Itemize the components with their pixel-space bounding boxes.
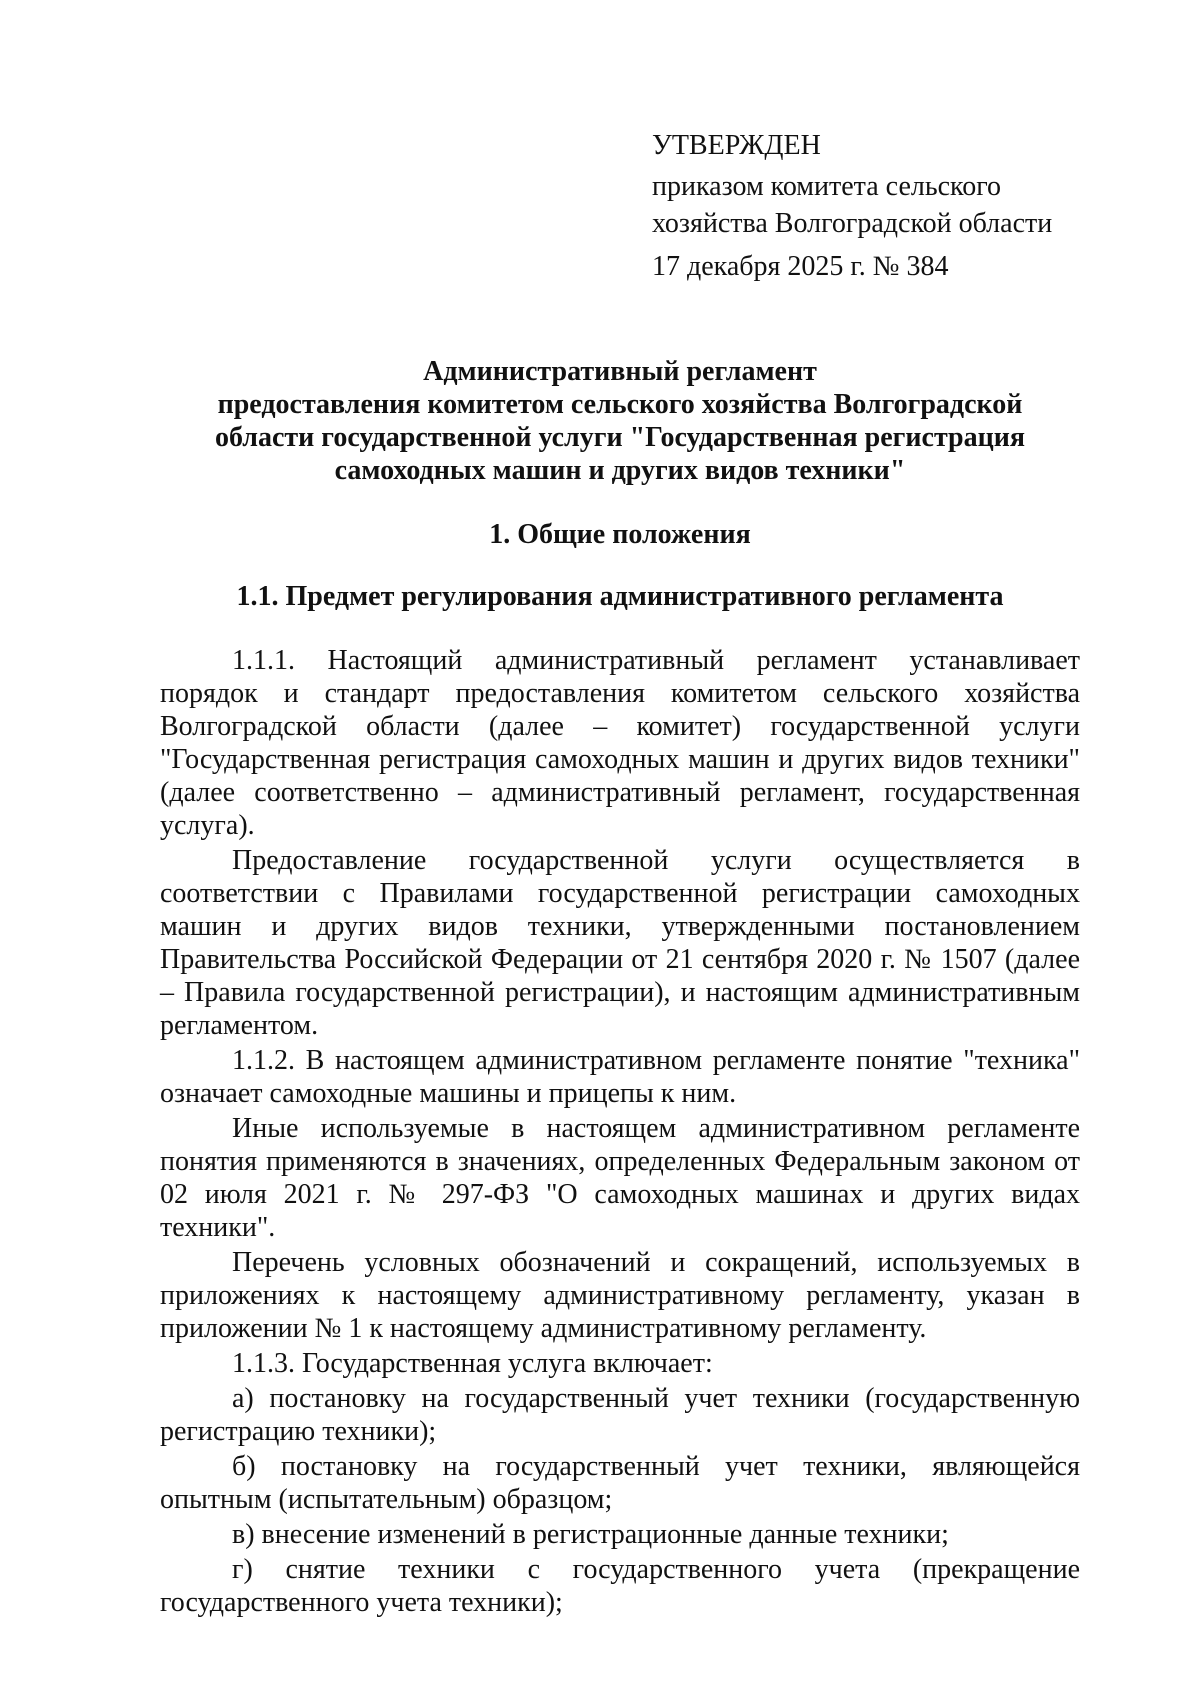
approval-committee-line: хозяйства Волгоградской области (652, 208, 1053, 239)
title-line: Административный регламент (423, 356, 817, 387)
document-title (160, 355, 1080, 487)
list-item: г) снятие техники с государственного учета (прекращение государственного учета техники); (160, 1554, 1080, 1618)
paragraph: 1.1.1. Настоящий административный регламент устанавливает порядок и стандарт предоставления комитетом сельского хозяйства Волгоградской области (далее – комитет) государственной услуги "Государственная регистрация самоходных машин и других видов техники" (далее соответственно – административный регламент, государственная услуга). (160, 645, 1080, 841)
approval-order-line: приказом комитета сельского (652, 171, 1002, 202)
title-line: предоставления комитетом сельского хозяйства Волгоградской (217, 389, 1023, 420)
subsection-heading: 1.1. Предмет регулирования административного регламента (236, 581, 1004, 612)
list-item: а) постановку на государственный учет техники (государственную регистрацию техники); (160, 1383, 1080, 1447)
list-item: б) постановку на государственный учет техники, являющейся опытным (испытательным) образцом; (160, 1451, 1080, 1515)
list-item: в) внесение изменений в регистрационные данные техники; (232, 1519, 949, 1550)
paragraph: Иные используемые в настоящем административном регламенте понятия применяются в значениях, определенных Федеральным законом от 02 июля 2021 г. № 297-ФЗ "О самоходных машинах и других видах техники". (160, 1113, 1080, 1243)
paragraph: Перечень условных обозначений и сокращений, используемых в приложениях к настоящему административному регламенту, указан в приложении № 1 к настоящему административному регламенту. (160, 1247, 1080, 1344)
title-line: самоходных машин и других видов техники" (334, 455, 906, 486)
approval-heading: УТВЕРЖДЕН (652, 130, 821, 161)
paragraph: 1.1.3. Государственная услуга включает: (232, 1348, 713, 1379)
paragraph: 1.1.2. В настоящем административном регламенте понятие "техника" означает самоходные машины и прицепы к ним. (160, 1045, 1080, 1109)
approval-block (652, 127, 1122, 285)
section-heading: 1. Общие положения (489, 519, 751, 550)
approval-date-number: 17 декабря 2025 г. № 384 (652, 251, 949, 282)
paragraph: Предоставление государственной услуги осуществляется в соответствии с Правилами государственной регистрации самоходных машин и других видов техники, утвержденными постановлением Правительства Российской Федерации от 21 сентября 2020 г. № 1507 (далее – Правила государственной регистрации), и настоящим административным регламентом. (160, 845, 1080, 1041)
document-body (160, 642, 1080, 1619)
title-line: области государственной услуги "Государственная регистрация (214, 422, 1026, 453)
